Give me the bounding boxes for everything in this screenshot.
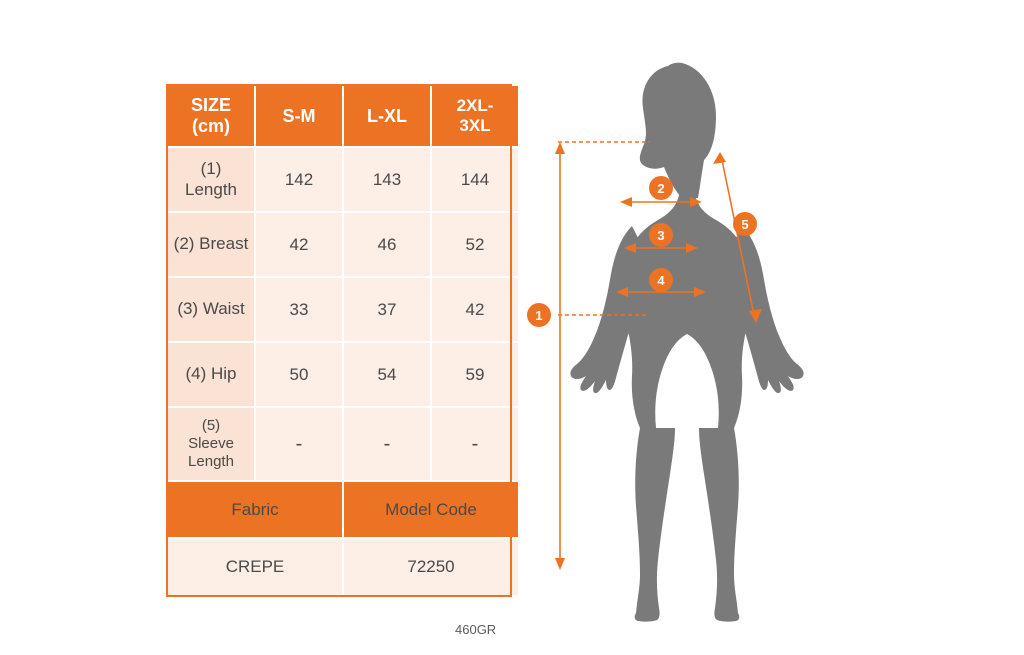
cell-sleeve-2xl3xl: - — [431, 407, 519, 481]
table-row — [167, 407, 519, 481]
cell-breast-sm: 42 — [255, 212, 343, 277]
header-cell-2xl3xl — [431, 85, 519, 147]
figure-area — [530, 30, 860, 630]
row-label-hip — [167, 342, 255, 407]
row-label-line2: Length — [185, 179, 237, 199]
cell-length-2xl3xl: 144 — [431, 147, 519, 212]
table-row — [167, 277, 519, 342]
header-size-line2: (cm) — [191, 116, 230, 136]
row-label-sleeve-length — [167, 407, 255, 481]
badge-waist: 3 — [649, 223, 673, 247]
cell-sleeve-sm: - — [255, 407, 343, 481]
left-leg — [635, 428, 675, 622]
badge-sleeve-length: 5 — [733, 212, 757, 236]
row-label-length — [167, 147, 255, 212]
row-label-line2: Sleeve Length — [188, 435, 234, 470]
female-silhouette-diagram — [530, 30, 860, 630]
value-model-code: 72250 — [343, 538, 519, 596]
badge-length: 1 — [527, 303, 551, 327]
row-label-line1: (5) — [201, 417, 221, 434]
table-row — [167, 147, 519, 212]
table-row — [167, 342, 519, 407]
arrow-length-head-bottom — [555, 558, 565, 570]
torso — [623, 190, 752, 428]
band-label-fabric: Fabric — [167, 481, 343, 538]
header-2xl-line1: 2XL- — [456, 96, 494, 116]
size-table-container — [166, 84, 512, 597]
value-fabric: CREPE — [167, 538, 343, 596]
badge-hip: 4 — [649, 268, 673, 292]
female-body-silhouette — [570, 63, 803, 622]
row-label-line1: (3) Waist — [177, 299, 245, 319]
head-and-hair — [640, 63, 716, 198]
cell-sleeve-lxl: - — [343, 407, 431, 481]
header-size-line1: SIZE — [190, 95, 231, 116]
header-2xl-line2: 3XL — [459, 116, 491, 135]
badge-breast: 2 — [649, 176, 673, 200]
arrow-breast-head-left — [620, 197, 632, 207]
cell-waist-2xl3xl: 42 — [431, 277, 519, 342]
row-label-line1: (1) — [200, 159, 222, 179]
band-label-model-code: Model Code — [343, 481, 519, 538]
arrow-sleeve-head-top — [713, 152, 726, 164]
cell-waist-sm: 33 — [255, 277, 343, 342]
row-label-line1: (4) Hip — [185, 364, 237, 384]
cell-length-lxl: 143 — [343, 147, 431, 212]
row-label-line1: (2) Breast — [173, 234, 249, 254]
arrow-length-head-top — [555, 142, 565, 154]
cell-length-sm: 142 — [255, 147, 343, 212]
header-cell-sm: S-M — [255, 85, 343, 147]
cell-waist-lxl: 37 — [343, 277, 431, 342]
weight-note: 460GR — [455, 622, 497, 637]
row-label-breast — [167, 212, 255, 277]
header-cell-size — [167, 85, 255, 147]
table-bottom-row — [167, 538, 519, 596]
cell-breast-2xl3xl: 52 — [431, 212, 519, 277]
table-band-row — [167, 481, 519, 538]
right-leg — [699, 428, 739, 622]
cell-hip-2xl3xl: 59 — [431, 342, 519, 407]
size-table — [166, 84, 520, 597]
cell-hip-sm: 50 — [255, 342, 343, 407]
right-arm — [731, 226, 803, 393]
row-label-waist — [167, 277, 255, 342]
table-header-row — [167, 85, 519, 147]
cell-breast-lxl: 46 — [343, 212, 431, 277]
cell-hip-lxl: 54 — [343, 342, 431, 407]
table-row — [167, 212, 519, 277]
header-cell-lxl: L-XL — [343, 85, 431, 147]
arrow-length — [555, 142, 565, 570]
